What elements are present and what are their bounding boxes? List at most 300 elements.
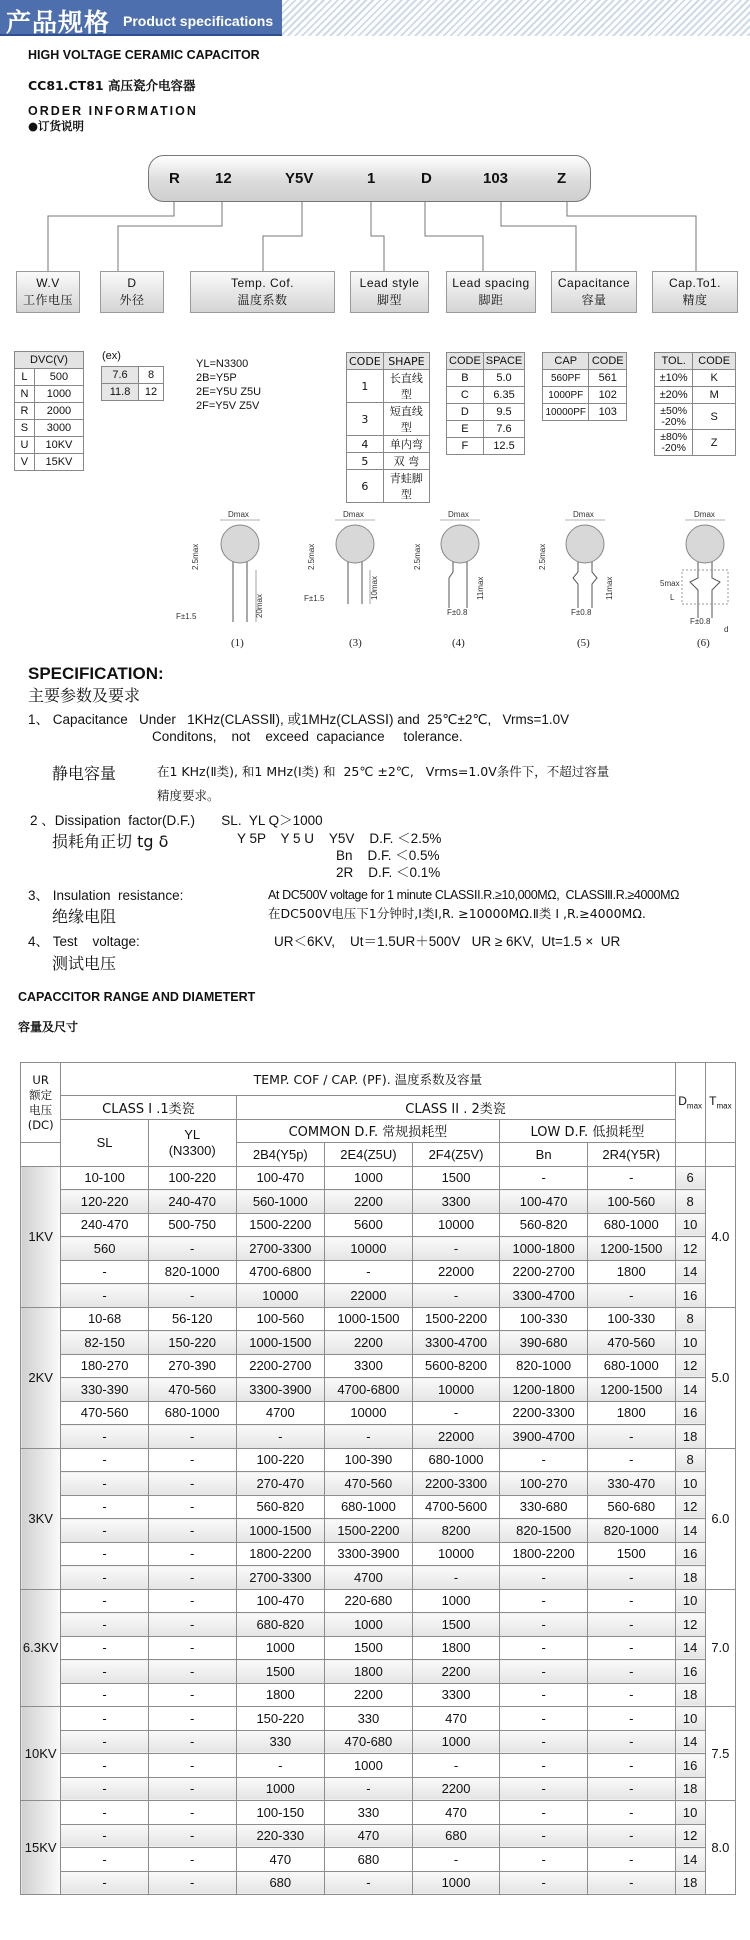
table-cell: 1800 bbox=[325, 1660, 413, 1684]
header-title-cn: 产品规格 bbox=[6, 8, 111, 37]
box-temp-en: Temp. Cof. bbox=[230, 276, 295, 290]
table-row bbox=[21, 1495, 736, 1519]
table-cell: - bbox=[500, 1848, 588, 1872]
table-cell: 390-680 bbox=[500, 1331, 588, 1355]
table-cell: - bbox=[500, 1730, 588, 1754]
spec-title-cn: 主要参数及要求 bbox=[28, 686, 141, 705]
class2-header: CLASS II . 2类瓷 bbox=[236, 1096, 675, 1120]
tmax-header-cont bbox=[705, 1143, 735, 1167]
box-cap-tol-cn: 精度 bbox=[682, 293, 708, 307]
table-cell: - bbox=[148, 1660, 236, 1684]
table-cell: 2200-3300 bbox=[412, 1472, 500, 1496]
dmax-cell: 14 bbox=[675, 1519, 705, 1543]
table-cell: 470-560 bbox=[587, 1331, 675, 1355]
ur-header-line: 额定 bbox=[29, 1087, 53, 1102]
table-cell: 4700-6800 bbox=[236, 1260, 325, 1284]
table-cell: 470 bbox=[236, 1848, 325, 1872]
space-value: 9.5 bbox=[483, 404, 524, 421]
table-cell: 10000 bbox=[325, 1237, 413, 1261]
table-cell: 4700-6800 bbox=[325, 1378, 413, 1402]
drawing-caption: (1) bbox=[231, 637, 244, 649]
dmax-cell: 18 bbox=[675, 1566, 705, 1590]
space-code: B bbox=[447, 370, 484, 387]
dvc-value: 1000 bbox=[34, 386, 83, 403]
cap-value: 1000PF bbox=[543, 387, 589, 404]
connector-lines bbox=[0, 0, 750, 280]
table-cell: 560-680 bbox=[587, 1495, 675, 1519]
table-row bbox=[21, 1448, 736, 1472]
box-lead-spacing-cn: 脚距 bbox=[478, 293, 504, 307]
spec-4b: UR＜6KV, Ut＝1.5UR＋500V UR ≥ 6KV, Ut=1.5 × UR bbox=[274, 934, 621, 949]
box-lead-spacing bbox=[446, 271, 536, 313]
drawing-label: Dmax bbox=[343, 510, 364, 519]
dmax-header-cont bbox=[675, 1143, 705, 1167]
ur-header-line: 电压 bbox=[29, 1102, 53, 1117]
table-cell: - bbox=[148, 1542, 236, 1566]
table-cell: 100-220 bbox=[236, 1448, 325, 1472]
tmax-cell: 8.0 bbox=[705, 1801, 735, 1895]
table-row bbox=[21, 1307, 736, 1331]
dvc-value: 2000 bbox=[34, 403, 83, 420]
table-cell: - bbox=[325, 1260, 413, 1284]
table-cell: 56-120 bbox=[148, 1307, 236, 1331]
table-cell: 1000-1800 bbox=[500, 1237, 588, 1261]
table-cell: - bbox=[412, 1848, 500, 1872]
col-2b4: 2B4(Y5p) bbox=[236, 1143, 325, 1167]
table-cell: - bbox=[148, 1589, 236, 1613]
table-cell: 100-270 bbox=[500, 1472, 588, 1496]
table-cell: - bbox=[148, 1636, 236, 1660]
space-value: 7.6 bbox=[483, 421, 524, 438]
table-cell: 150-220 bbox=[148, 1331, 236, 1355]
table-cell: 470-560 bbox=[325, 1472, 413, 1496]
ur-cell: 6.3KV bbox=[21, 1589, 61, 1707]
ur-cell: 10KV bbox=[21, 1707, 61, 1801]
table-cell: 1000-1500 bbox=[236, 1519, 325, 1543]
table-cell: - bbox=[325, 1425, 413, 1449]
table-cell: - bbox=[61, 1425, 149, 1449]
low-df-header: LOW D.F. 低损耗型 bbox=[500, 1119, 675, 1143]
table-cell: 470 bbox=[412, 1707, 500, 1731]
table-cell: - bbox=[61, 1613, 149, 1637]
dmax-header-text: D bbox=[678, 1094, 687, 1109]
table-cell: 470-560 bbox=[61, 1401, 149, 1425]
table-cell: - bbox=[61, 1660, 149, 1684]
shape-name: 短直线型 bbox=[383, 403, 429, 436]
spec-3c: 在DC500V电压下1分钟时,I类I,R. ≥10000MΩ.Ⅱ类 I ,R.≥4000MΩ. bbox=[268, 906, 646, 921]
table-cell: - bbox=[500, 1636, 588, 1660]
dmax-cell: 12 bbox=[675, 1613, 705, 1637]
dia-table bbox=[101, 366, 164, 401]
dmax-cell: 12 bbox=[675, 1354, 705, 1378]
shape-code: 6 bbox=[347, 470, 384, 503]
tol-value: ±50% -20% bbox=[655, 404, 693, 430]
table-cell: - bbox=[61, 1730, 149, 1754]
cap-code: 102 bbox=[589, 387, 627, 404]
table-cell: - bbox=[148, 1871, 236, 1895]
table-cell: - bbox=[148, 1566, 236, 1590]
dmax-cell: 18 bbox=[675, 1871, 705, 1895]
table-cell: 2200 bbox=[412, 1660, 500, 1684]
table-cell: - bbox=[412, 1284, 500, 1308]
table-cell: - bbox=[587, 1730, 675, 1754]
table-cell: - bbox=[61, 1683, 149, 1707]
table-cell: 2200 bbox=[325, 1190, 413, 1214]
dvc-code: N bbox=[15, 386, 35, 403]
table-cell: - bbox=[148, 1519, 236, 1543]
shape-name: 双 弯 bbox=[383, 453, 429, 470]
shape-name: 长直线型 bbox=[383, 370, 429, 403]
table-cell: 8200 bbox=[412, 1519, 500, 1543]
table-cell: - bbox=[587, 1801, 675, 1825]
table-cell: 2700-3300 bbox=[236, 1566, 325, 1590]
table-cell: - bbox=[61, 1777, 149, 1801]
table-cell: 1500 bbox=[412, 1613, 500, 1637]
table-cell: 270-390 bbox=[148, 1354, 236, 1378]
dmax-cell: 14 bbox=[675, 1378, 705, 1402]
box-wv-en: W.V bbox=[36, 276, 60, 290]
table-cell: - bbox=[500, 1871, 588, 1895]
table-cell: 1800 bbox=[412, 1636, 500, 1660]
order-code-5: 103 bbox=[483, 170, 509, 187]
dmax-cell: 14 bbox=[675, 1848, 705, 1872]
shape-code: 5 bbox=[347, 453, 384, 470]
tmax-cell: 7.5 bbox=[705, 1707, 735, 1801]
spec-1-cn-label: 静电容量 bbox=[52, 764, 117, 783]
table-cell: 100-150 bbox=[236, 1801, 325, 1825]
table-cell: - bbox=[148, 1848, 236, 1872]
table-row bbox=[21, 1237, 736, 1261]
table-row bbox=[21, 1284, 736, 1308]
table-cell: 10-100 bbox=[61, 1166, 149, 1190]
table-cell: 680 bbox=[412, 1824, 500, 1848]
spec-2c: Bn D.F. ＜0.5% bbox=[336, 848, 440, 863]
table-cell: - bbox=[500, 1660, 588, 1684]
order-info-cn: ●订货说明 bbox=[28, 119, 85, 133]
drawing-caption: (6) bbox=[697, 637, 710, 649]
table-cell: - bbox=[61, 1824, 149, 1848]
shape-header: CODE bbox=[347, 353, 384, 370]
table-row bbox=[21, 1848, 736, 1872]
box-temp-cn: 温度系数 bbox=[237, 293, 288, 307]
table-cell: - bbox=[148, 1801, 236, 1825]
table-cell: - bbox=[61, 1636, 149, 1660]
table-cell: - bbox=[587, 1754, 675, 1778]
table-cell: 100-330 bbox=[587, 1307, 675, 1331]
table-cell: - bbox=[500, 1777, 588, 1801]
dmax-cell: 16 bbox=[675, 1401, 705, 1425]
tol-code: M bbox=[693, 387, 736, 404]
drawing-label: 11max bbox=[605, 576, 614, 600]
table-cell: 100-560 bbox=[236, 1307, 325, 1331]
table-cell: 330 bbox=[236, 1730, 325, 1754]
table-cell: - bbox=[61, 1566, 149, 1590]
product-line-1: HIGH VOLTAGE CERAMIC CAPACITOR bbox=[28, 48, 260, 62]
drawing-label: 20max bbox=[255, 593, 264, 618]
table-cell: 680 bbox=[325, 1848, 413, 1872]
table-cell: - bbox=[500, 1824, 588, 1848]
dmax-cell: 12 bbox=[675, 1824, 705, 1848]
table-cell: 10000 bbox=[412, 1378, 500, 1402]
table-row bbox=[21, 1166, 736, 1190]
table-cell: - bbox=[412, 1566, 500, 1590]
table-cell: 1000 bbox=[412, 1589, 500, 1613]
space-header: SPACE bbox=[483, 353, 524, 370]
table-cell: - bbox=[412, 1401, 500, 1425]
table-cell: 4700 bbox=[236, 1401, 325, 1425]
table-cell: 330 bbox=[325, 1707, 413, 1731]
order-info-title: ORDER INFORMATION bbox=[28, 104, 198, 118]
temp-code-line: 2B=Y5P bbox=[196, 372, 237, 384]
table-row bbox=[21, 1519, 736, 1543]
space-value: 5.0 bbox=[483, 370, 524, 387]
box-d bbox=[100, 271, 164, 313]
table-body bbox=[21, 1166, 736, 1895]
table-cell: 680-1000 bbox=[587, 1354, 675, 1378]
spec-3-cn: 绝缘电阻 bbox=[52, 907, 117, 926]
table-cell: - bbox=[587, 1636, 675, 1660]
range-title: CAPACCITOR RANGE AND DIAMETERT bbox=[18, 990, 256, 1004]
table-cell: - bbox=[500, 1683, 588, 1707]
dmax-cell: 10 bbox=[675, 1707, 705, 1731]
dvc-value: 3000 bbox=[34, 420, 83, 437]
table-cell: 100-470 bbox=[236, 1166, 325, 1190]
dvc-header: DVC(V) bbox=[15, 352, 84, 369]
table-row bbox=[21, 1354, 736, 1378]
drawing-label: 2.5max bbox=[538, 543, 547, 570]
table-cell: 220-680 bbox=[325, 1589, 413, 1613]
table-cell: 240-470 bbox=[61, 1213, 149, 1237]
table-row bbox=[21, 1472, 736, 1496]
order-code-0: R bbox=[169, 170, 180, 187]
table-row bbox=[21, 1542, 736, 1566]
space-header: CODE bbox=[447, 353, 484, 370]
table-cell: 180-270 bbox=[61, 1354, 149, 1378]
table-cell: 3300 bbox=[412, 1683, 500, 1707]
common-df-header: COMMON D.F. 常规损耗型 bbox=[236, 1119, 500, 1143]
table-cell: 1800-2200 bbox=[500, 1542, 588, 1566]
table-cell: 1000 bbox=[236, 1777, 325, 1801]
table-cell: - bbox=[236, 1754, 325, 1778]
ur-header-cont bbox=[21, 1143, 61, 1167]
table-cell: - bbox=[61, 1448, 149, 1472]
table-cell: 2200-2700 bbox=[500, 1260, 588, 1284]
table-cell: - bbox=[148, 1683, 236, 1707]
table-row bbox=[21, 1636, 736, 1660]
table-cell: 100-390 bbox=[325, 1448, 413, 1472]
dia-label: (ex) bbox=[102, 350, 121, 362]
table-cell: 1200-1500 bbox=[587, 1378, 675, 1402]
table-cell: 820-1000 bbox=[148, 1260, 236, 1284]
table-cell: 1500-2200 bbox=[325, 1519, 413, 1543]
table-row bbox=[21, 1566, 736, 1590]
table-cell: 1500 bbox=[412, 1166, 500, 1190]
space-value: 12.5 bbox=[483, 438, 524, 455]
table-cell: 560-1000 bbox=[236, 1190, 325, 1214]
temp-codes bbox=[196, 357, 261, 413]
table-cell: 1500-2200 bbox=[236, 1213, 325, 1237]
table-cell: - bbox=[500, 1613, 588, 1637]
table-cell: 500-750 bbox=[148, 1213, 236, 1237]
table-cell: 22000 bbox=[325, 1284, 413, 1308]
tmax-header-text: T bbox=[709, 1094, 717, 1109]
table-cell: - bbox=[587, 1566, 675, 1590]
table-cell: - bbox=[236, 1425, 325, 1449]
spec-1b: Conditons, not exceed capaciance tolerance. bbox=[152, 729, 463, 744]
tol-code: K bbox=[693, 370, 736, 387]
range-title-cn: 容量及尺寸 bbox=[18, 1020, 79, 1034]
tol-header: TOL. bbox=[655, 353, 693, 370]
table-cell: 3300-3900 bbox=[236, 1378, 325, 1402]
table-cell: 1000 bbox=[325, 1613, 413, 1637]
table-cell: - bbox=[148, 1824, 236, 1848]
dmax-cell: 18 bbox=[675, 1777, 705, 1801]
sl-header: SL bbox=[61, 1119, 149, 1166]
table-cell: - bbox=[61, 1495, 149, 1519]
drawing-4 bbox=[413, 510, 485, 617]
spec-2d: 2R D.F. ＜0.1% bbox=[336, 865, 441, 880]
table-cell: 4700-5600 bbox=[412, 1495, 500, 1519]
box-lead-spacing-en: Lead spacing bbox=[452, 276, 530, 290]
table-cell: 100-220 bbox=[148, 1166, 236, 1190]
table-cell: 680-1000 bbox=[412, 1448, 500, 1472]
space-code: E bbox=[447, 421, 484, 438]
col-bn: Bn bbox=[500, 1143, 588, 1167]
dvc-value: 15KV bbox=[34, 454, 83, 471]
col-2r4: 2R4(Y5R) bbox=[587, 1143, 675, 1167]
dvc-code: V bbox=[15, 454, 35, 471]
spec-1a: 1、 Capacitance Under 1KHz(CLASSⅡ), 或1MHz(CLASSⅠ) and 25℃±2℃, Vrms=1.0V bbox=[28, 712, 570, 727]
tmax-cell: 5.0 bbox=[705, 1307, 735, 1448]
table-cell: 100-330 bbox=[500, 1307, 588, 1331]
drawing-label: Dmax bbox=[694, 510, 715, 519]
table-cell: 1500 bbox=[236, 1660, 325, 1684]
dmax-cell: 6 bbox=[675, 1166, 705, 1190]
drawing-label: 2.5max bbox=[307, 543, 316, 570]
table-cell: - bbox=[61, 1260, 149, 1284]
shape-table bbox=[346, 352, 430, 503]
table-cell: - bbox=[412, 1754, 500, 1778]
dvc-value: 10KV bbox=[34, 437, 83, 454]
table-row bbox=[21, 1660, 736, 1684]
tol-code: S bbox=[693, 404, 736, 430]
table-cell: - bbox=[148, 1707, 236, 1731]
table-cell: - bbox=[61, 1519, 149, 1543]
table-cell: 1800-2200 bbox=[236, 1542, 325, 1566]
drawing-label: d bbox=[724, 625, 729, 634]
shape-header: SHAPE bbox=[383, 353, 429, 370]
drawing-1 bbox=[176, 510, 264, 622]
table-cell: - bbox=[61, 1754, 149, 1778]
ur-header-line: UR bbox=[32, 1072, 49, 1087]
table-cell: 1200-1500 bbox=[587, 1237, 675, 1261]
spec-title: SPECIFICATION: bbox=[28, 664, 164, 683]
table-cell: 1000 bbox=[412, 1871, 500, 1895]
box-capacitance-en: Capacitance bbox=[557, 276, 631, 290]
table-cell: - bbox=[587, 1448, 675, 1472]
table-cell: - bbox=[61, 1542, 149, 1566]
dmax-cell: 18 bbox=[675, 1683, 705, 1707]
table-row bbox=[21, 1871, 736, 1895]
box-cap-tol bbox=[652, 271, 738, 313]
drawing-label: L bbox=[670, 593, 675, 602]
box-temp bbox=[190, 271, 335, 313]
table-row bbox=[21, 1754, 736, 1778]
space-code: C bbox=[447, 387, 484, 404]
table-cell: - bbox=[587, 1683, 675, 1707]
table-cell: - bbox=[61, 1472, 149, 1496]
table-cell: - bbox=[500, 1448, 588, 1472]
spec-4a: 4、 Test voltage: bbox=[28, 934, 140, 949]
table-cell: 1000-1500 bbox=[236, 1331, 325, 1355]
dvc-code: S bbox=[15, 420, 35, 437]
product-line-2: CC81.CT81 高压瓷介电容器 bbox=[28, 78, 196, 93]
table-cell: 820-1000 bbox=[500, 1354, 588, 1378]
tol-value: ±80% -20% bbox=[655, 430, 693, 456]
table-cell: - bbox=[148, 1448, 236, 1472]
table-cell: 10000 bbox=[236, 1284, 325, 1308]
table-cell: 10-68 bbox=[61, 1307, 149, 1331]
cap-value: 10000PF bbox=[543, 404, 589, 421]
drawing-caption: (5) bbox=[577, 637, 590, 649]
tmax-header bbox=[705, 1063, 735, 1143]
table-cell: 3300-4700 bbox=[412, 1331, 500, 1355]
table-cell: 150-220 bbox=[236, 1707, 325, 1731]
table-cell: 3300 bbox=[412, 1190, 500, 1214]
dia-cell: 8 bbox=[139, 367, 164, 384]
shape-code: 3 bbox=[347, 403, 384, 436]
table-cell: 1000 bbox=[236, 1636, 325, 1660]
table-cell: 4700 bbox=[325, 1566, 413, 1590]
cap-code: 561 bbox=[589, 370, 627, 387]
lead-style-drawings bbox=[0, 500, 750, 660]
shape-name: 单内弯 bbox=[383, 436, 429, 453]
dmax-cell: 16 bbox=[675, 1284, 705, 1308]
table-cell: 330 bbox=[325, 1801, 413, 1825]
table-cell: 10000 bbox=[325, 1401, 413, 1425]
table-cell: - bbox=[587, 1848, 675, 1872]
space-code: F bbox=[447, 438, 484, 455]
space-code: D bbox=[447, 404, 484, 421]
table-cell: - bbox=[61, 1801, 149, 1825]
tol-header: CODE bbox=[693, 353, 736, 370]
table-cell: 560-820 bbox=[500, 1213, 588, 1237]
table-cell: 5600-8200 bbox=[412, 1354, 500, 1378]
table-cell: 10000 bbox=[412, 1542, 500, 1566]
table-cell: 270-470 bbox=[236, 1472, 325, 1496]
table-cell: 680-820 bbox=[236, 1613, 325, 1637]
table-cell: - bbox=[148, 1754, 236, 1778]
table-cell: 470-680 bbox=[325, 1730, 413, 1754]
table-cell: 470 bbox=[325, 1824, 413, 1848]
temp-code-line: 2F=Y5V Z5V bbox=[196, 400, 260, 412]
dmax-cell: 14 bbox=[675, 1260, 705, 1284]
drawing-6 bbox=[660, 510, 728, 634]
header-title-en: Product specifications bbox=[123, 13, 274, 29]
table-row bbox=[21, 1378, 736, 1402]
dmax-header bbox=[675, 1063, 705, 1143]
table-cell: - bbox=[500, 1589, 588, 1613]
ur-cell: 15KV bbox=[21, 1801, 61, 1895]
shape-code: 1 bbox=[347, 370, 384, 403]
table-cell: 1800 bbox=[587, 1401, 675, 1425]
drawing-label: Dmax bbox=[228, 510, 249, 519]
dmax-header-sub: max bbox=[686, 1101, 703, 1111]
table-row bbox=[21, 1260, 736, 1284]
drawing-label: F±1.5 bbox=[176, 612, 197, 621]
table-cell: 330-390 bbox=[61, 1378, 149, 1402]
order-code-2: Y5V bbox=[285, 170, 314, 187]
